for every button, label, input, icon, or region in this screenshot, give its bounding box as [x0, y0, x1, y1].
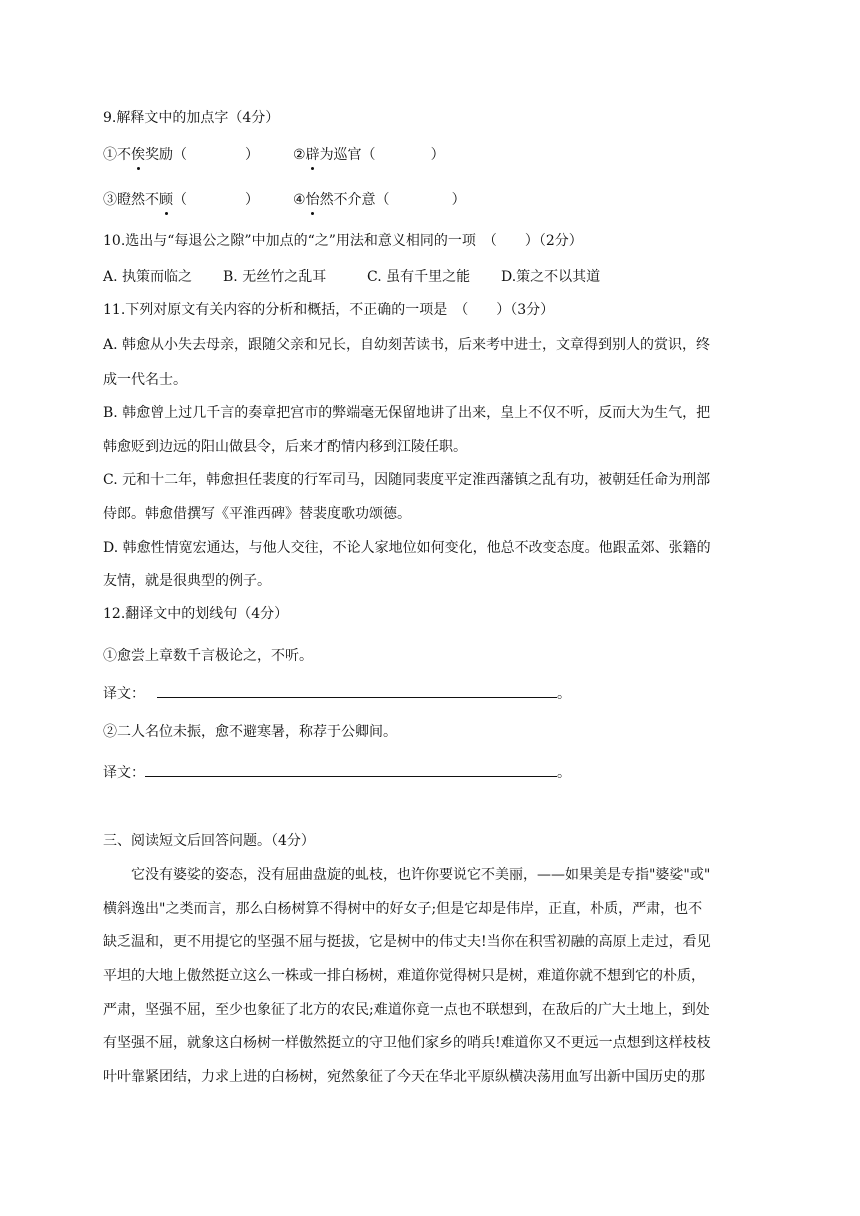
q9-item-1-pre: 不	[117, 147, 131, 163]
q9-item-4	[293, 190, 466, 210]
q9-item-2	[293, 145, 445, 165]
passage-line: 叶叶靠紧团结，力求上进的白杨树，宛然象征了今天在华北平原纵横决荡用血写出新中国历史的那	[103, 1069, 705, 1085]
q9-item-3-post: （	[173, 192, 187, 208]
q11-option-a-line-1: A. 韩愈从小失去母亲，跟随父亲和兄长，自幼刻苦读书，后来考中进士，文章得到别人的赏识，终	[103, 337, 711, 353]
q12-sentence-1: ①愈尝上章数千言极论之，不听。	[103, 648, 313, 664]
q9-item-3	[103, 190, 259, 210]
q9-item-2-close: ）	[430, 147, 445, 163]
q9-item-1-num: ①	[103, 147, 117, 163]
q11-title: 11.下列对原文有关内容的分析和概括，不正确的一项是 （ ）（3分）	[103, 302, 555, 318]
q12-sentence-2: ②二人名位未振，愈不避寒暑，称荐于公卿间。	[103, 724, 397, 740]
q10-option-c: C. 虽有千里之能	[367, 269, 471, 285]
q10-option-b: B. 无丝竹之乱耳	[223, 269, 327, 285]
q9-item-4-post: 然不介意（	[319, 192, 390, 208]
q9-item-1-post: 奖励（	[145, 147, 187, 163]
q10-title: 10.选出与“每退公之隙”中加点的“之”用法和意义相同的一项 （ ）（2分）	[103, 233, 583, 249]
q9-item-4-close: ）	[451, 192, 466, 208]
q9-title: 9.解释文中的加点字（4分）	[103, 110, 280, 126]
q9-item-3-num: ③	[103, 192, 117, 208]
q9-item-2-post: 为巡官（	[319, 147, 376, 163]
q9-item-1-dotted-char: 俟	[131, 147, 145, 163]
passage-line: 平坦的大地上傲然挺立这么一株或一排白杨树，难道你觉得树只是树，难道你就不想到它的朴质，	[103, 968, 705, 984]
q11-option-a-line-2: 成一代名士。	[103, 372, 187, 388]
q12-answer-2-end: 。	[557, 765, 571, 781]
q9-item-3-dotted-char: 顾	[159, 192, 173, 208]
q10-option-a: A. 执策而临之	[103, 269, 193, 285]
q9-item-2-num: ②	[293, 147, 306, 163]
q11-option-c-line-1: C. 元和十二年，韩愈担任裴度的行军司马，因随同裴度平定淮西藩镇之乱有功，被朝廷任命为刑部	[103, 472, 711, 488]
q9-item-3-pre: 瞪然不	[117, 192, 159, 208]
q11-option-d-line-2: 友情，就是很典型的例子。	[103, 573, 271, 589]
passage-line: 横斜逸出"之类而言，那么白杨树算不得树中的好女子;但是它却是伟岸，正直，朴质，严肃，也不	[103, 901, 703, 917]
q12-answer-1-end: 。	[557, 686, 571, 702]
q12-answer-1	[103, 683, 571, 704]
answer-line-2[interactable]	[145, 762, 557, 777]
q11-option-d-line-1: D. 韩愈性情宽宏通达，与他人交往，不论人家地位如何变化，他总不改变态度。他跟孟郊、张籍的	[103, 540, 711, 556]
section-3-heading: 三、阅读短文后回答问题。（4分）	[103, 833, 315, 849]
q9-item-1	[103, 145, 259, 165]
q12-title: 12.翻译文中的划线句（4分）	[103, 606, 289, 622]
passage-line: 它没有婆娑的姿态，没有屈曲盘旋的虬枝，也许你要说它不美丽，——如果美是专指"婆娑"或"	[131, 867, 711, 883]
q12-answer-2-label: 译文：	[103, 765, 145, 781]
answer-line-1[interactable]	[157, 683, 557, 698]
passage-line: 严肃，坚强不屈，至少也象征了北方的农民;难道你竟一点也不联想到，在敌后的广大土地上，到处	[103, 1002, 710, 1018]
q9-item-2-dotted-char: 辟	[305, 147, 320, 163]
q9-item-4-num: ④	[293, 192, 306, 208]
q12-answer-2	[103, 762, 571, 783]
q12-answer-1-label: 译文：	[103, 686, 145, 702]
q9-item-3-close: ）	[245, 192, 259, 208]
q9-item-1-close: ）	[245, 147, 259, 163]
q11-option-b-line-2: 韩愈贬到边远的阳山做县令，后来才酌情内移到江陵任职。	[103, 439, 467, 455]
passage-line: 有坚强不屈，就象这白杨树一样傲然挺立的守卫他们家乡的哨兵!难道你又不更远一点想到这样枝枝	[103, 1035, 711, 1051]
q10-option-d: D.策之不以其道	[501, 269, 601, 285]
q11-option-b-line-1: B. 韩愈曾上过几千言的奏章把宫市的弊端毫无保留地讲了出来，皇上不仅不听，反而大为生气，把	[103, 405, 711, 421]
q9-item-4-dotted-char: 怡	[305, 192, 320, 208]
passage-line: 缺乏温和，更不用提它的坚强不屈与挺拔，它是树中的伟丈夫!当你在积雪初融的高原上走过，看见	[103, 934, 711, 950]
q11-option-c-line-2: 侍郎。韩愈借撰写《平淮西碑》替裴度歌功颂德。	[103, 506, 411, 522]
